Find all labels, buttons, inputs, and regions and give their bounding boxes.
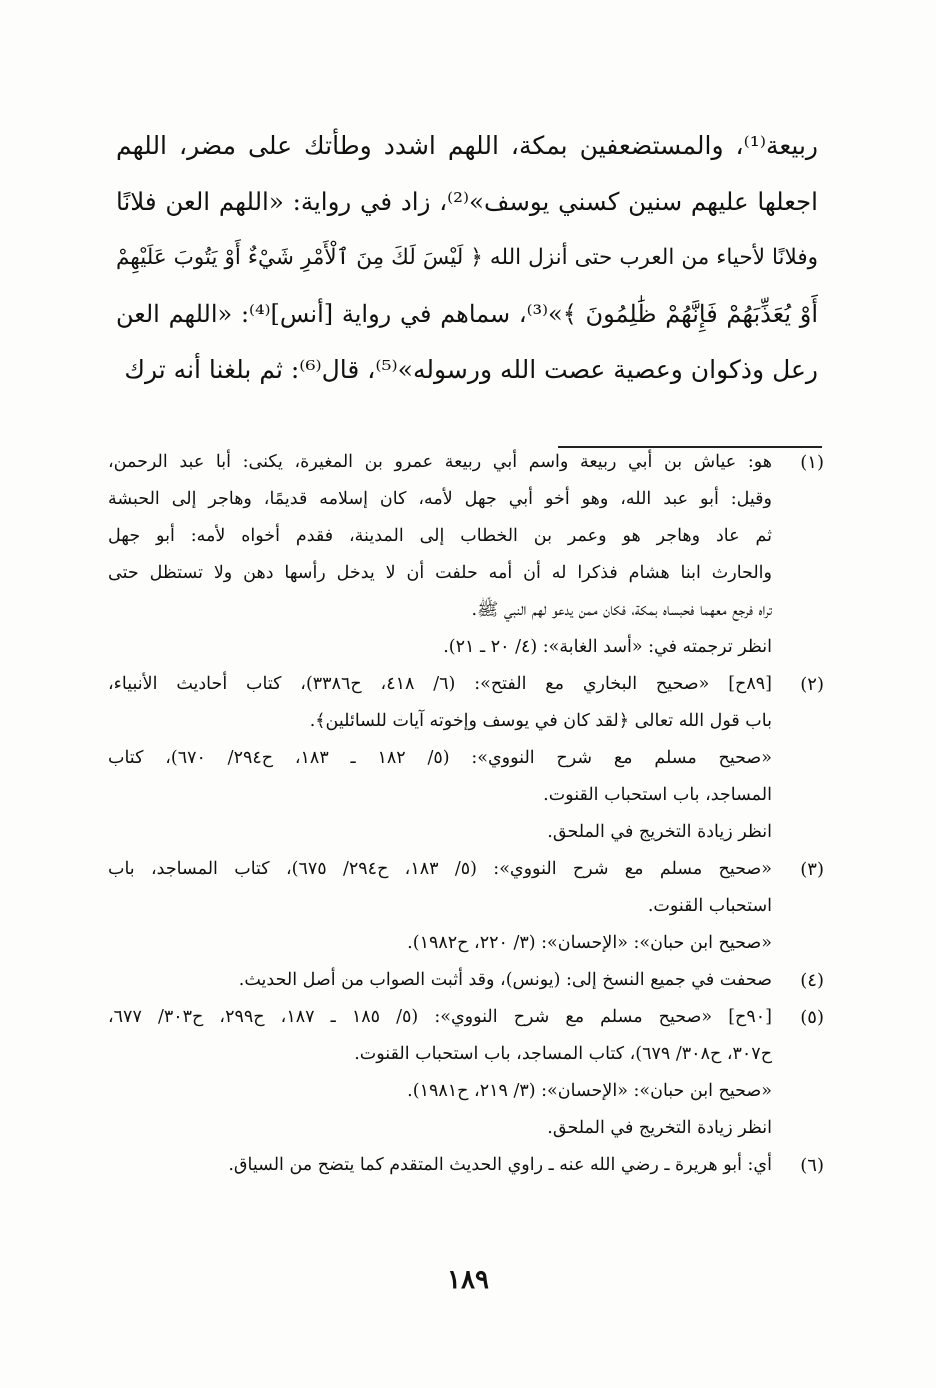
footnote-line: صحفت في جميع النسخ إلى: (يونس)، وقد أثبت الصواب من أصل الحديث. <box>238 970 772 990</box>
footnote-line: استحباب القنوت. <box>647 896 772 916</box>
main-text-line: أَوْ يُعَذِّبَهُمْ فَإِنَّهُمْ ظَٰلِمُونَ ﴾»⁽³⁾، سماهم في رواية [أنس]⁽⁴⁾: «اللهم العن <box>116 300 818 328</box>
main-text-block <box>116 118 818 398</box>
footnotes-section <box>108 444 824 1184</box>
footnote-number: (١) <box>800 452 824 473</box>
footnote-number: (٢) <box>800 674 824 695</box>
footnote-line: وقيل: أبو عبد الله، وهو أخو أبي جهل لأمه، كان إسلامه قديمًا، وهاجر إلى الحبشة <box>108 489 772 509</box>
main-text-line: اجعلها عليهم سنين كسني يوسف»⁽²⁾، زاد في رواية: «اللهم العن فلانًا <box>116 187 818 216</box>
footnote-line: المساجد، باب استحباب القنوت. <box>543 785 772 805</box>
footnote-line: ثم عاد وهاجر هو وعمر بن الخطاب إلى المدينة، فقدم أخواه لأمه: أبو جهل <box>108 526 772 546</box>
footnote-line: باب قول الله تعالى ﴿لقد كان في يوسف وإخوته آيات للسائلين﴾. <box>309 711 772 731</box>
footnote-line: انظر ترجمته في: «أسد الغابة»: (٤/ ٢٠ ـ ٢١). <box>443 637 772 657</box>
footnote-line: [٨٩ح] «صحيح البخاري مع الفتح»: (٦/ ٤١٨، ح٣٣٨٦)، كتاب أحاديث الأنبياء، <box>108 674 772 694</box>
page-number: ١٨٩ <box>447 1265 489 1295</box>
footnote-4 <box>108 962 824 999</box>
footnote-1 <box>108 444 824 666</box>
footnote-line: والحارث ابنا هشام فذكرا له أن أمه حلفت أن لا يدخل رأسها دهن ولا تستظل حتى <box>108 563 772 583</box>
main-text-line: ربيعة⁽¹⁾، والمستضعفين بمكة، اللهم اشدد وطأتك على مضر، اللهم <box>116 131 818 160</box>
footnote-line: «صحيح مسلم مع شرح النووي»: (٥/ ١٨٢ ـ ١٨٣، ح٢٩٤/ ٦٧٠)، كتاب <box>108 748 772 768</box>
footnote-2 <box>108 666 824 851</box>
main-text-line: رعل وذكوان وعصية عصت الله ورسوله»⁽⁵⁾، قال⁽⁶⁾: ثم بلغنا أنه ترك <box>124 355 818 384</box>
footnote-line: ح٣٠٧، ح٣٠٨/ ٦٧٩)، كتاب المساجد، باب استحباب القنوت. <box>354 1044 772 1064</box>
footnote-line: هو: عياش بن أبي ربيعة واسم أبي ربيعة عمرو بن المغيرة، يكنى: أبا عبد الرحمن، <box>108 452 772 472</box>
footnote-line: انظر زيادة التخريج في الملحق. <box>547 1118 772 1138</box>
footnote-line: «صحيح ابن حبان»: «الإحسان»: (٣/ ٢٢٠، ح١٩٨٢). <box>407 933 772 953</box>
footnote-line: «صحيح مسلم مع شرح النووي»: (٥/ ١٨٣، ح٢٩٤/ ٦٧٥)، كتاب المساجد، باب <box>108 859 772 879</box>
footnote-line: [٩٠ح] «صحيح مسلم مع شرح النووي»: (٥/ ١٨٥ ـ ١٨٧، ح٢٩٩، ح٣٠٣/ ٦٧٧، <box>108 1007 772 1027</box>
footnote-line: تراه فرجع معهما فحبساه بمكة، فكان ممن يدعو لهم النبي ﷺ. <box>471 600 772 620</box>
footnote-3 <box>108 851 824 962</box>
footnote-line: انظر زيادة التخريج في الملحق. <box>547 822 772 842</box>
footnote-line: أي: أبو هريرة ـ رضي الله عنه ـ راوي الحديث المتقدم كما يتضح من السياق. <box>228 1155 772 1175</box>
footnote-line: «صحيح ابن حبان»: «الإحسان»: (٣/ ٢١٩، ح١٩٨١). <box>407 1081 772 1101</box>
footnote-number: (٥) <box>800 1007 824 1028</box>
main-text-line: وفلانًا لأحياء من العرب حتى أنزل الله ﴿ لَيْسَ لَكَ مِنَ ٱلْأَمْرِ شَيْءٌ أَوْ يَتُوبَ عَلَيْهِمْ <box>116 245 818 270</box>
footnote-number: (٤) <box>800 970 824 991</box>
footnote-6 <box>108 1147 824 1184</box>
footnote-5 <box>108 999 824 1147</box>
footnote-number: (٣) <box>800 859 824 880</box>
footnote-number: (٦) <box>800 1155 824 1176</box>
